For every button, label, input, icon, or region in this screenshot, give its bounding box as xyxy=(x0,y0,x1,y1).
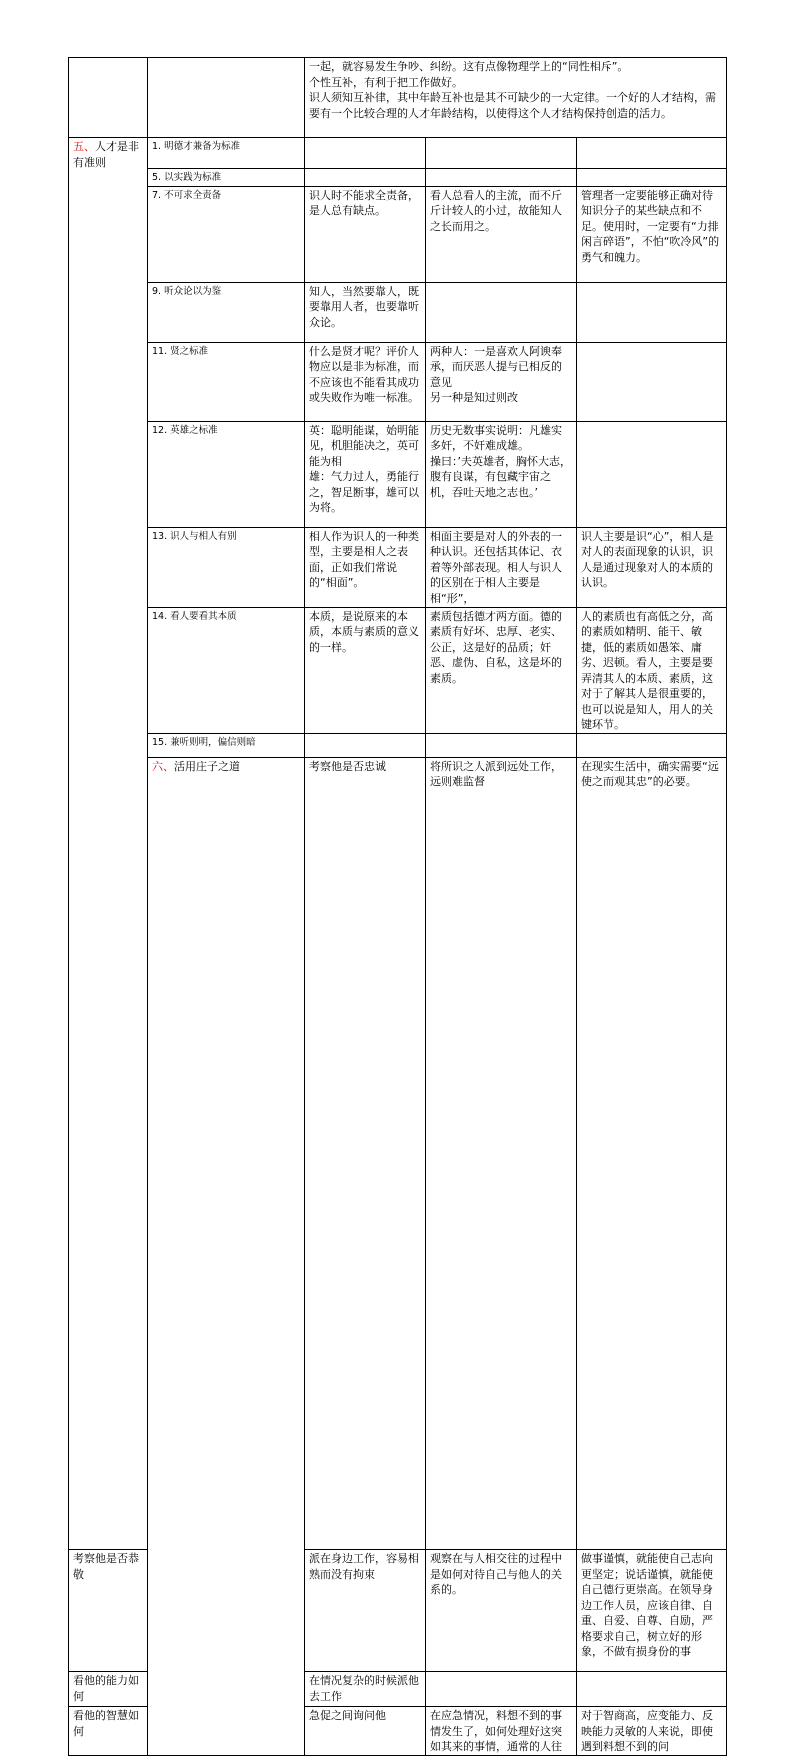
content-cell xyxy=(426,342,577,421)
content-cell xyxy=(577,169,727,187)
section-number: 五、 xyxy=(73,140,95,153)
content-line: 英：聪明能谋，始明能见，机胆能决之，英可能为相 xyxy=(309,423,419,468)
content-cell xyxy=(426,282,577,342)
content-cell: 在现实生活中，确实需要“远使之而观其忠”的必要。 xyxy=(577,757,727,1550)
content-cell xyxy=(577,138,727,169)
document-page xyxy=(68,57,726,1756)
content-cell xyxy=(577,421,727,527)
item-cell: 看他的智慧如何 xyxy=(69,1707,148,1756)
table-row xyxy=(69,527,727,607)
item-cell: 看他的能力如何 xyxy=(69,1672,148,1707)
item-cell xyxy=(148,58,305,138)
table-row xyxy=(69,607,727,733)
content-cell: 素质包括德才两方面。德的素质有好坏、忠厚、老实、公正，这是好的品质；奸恶、虚伪、自私，这是坏的素质。 xyxy=(426,607,577,733)
content-cell xyxy=(305,421,426,527)
content-line: 一起，就容易发生争吵、纠纷。这有点像物理学上的“同性相斥”。 xyxy=(309,60,629,73)
content-line: 操曰：’夫英雄者，胸怀大志，腹有良谋，有包藏宇宙之机，吞吐天地之志也。’ xyxy=(430,454,571,499)
item-cell: 13. 识人与相人有别 xyxy=(148,527,305,607)
content-cell: 什么是贤才呢？评价人物应以是非为标准，而不应该也不能看其成功或失败作为唯一标准。 xyxy=(305,342,426,421)
content-line: 雄：气力过人，勇能行之，智足断事，雄可以为将。 xyxy=(309,470,419,514)
content-cell: 在情况复杂的时候派他去工作 xyxy=(305,1672,426,1707)
item-cell: 7. 不可求全责备 xyxy=(148,186,305,282)
category-cell xyxy=(69,138,148,1550)
content-cell xyxy=(426,138,577,169)
content-cell: 知人，当然要靠人，既要靠用人者，也要靠听众论。 xyxy=(305,282,426,342)
content-line: 个性互补，有利于把工作做好。 xyxy=(309,75,463,89)
content-cell xyxy=(577,733,727,757)
content-cell: 将所识之人派到远处工作，远则难监督 xyxy=(426,757,577,1550)
table-row xyxy=(69,186,727,282)
content-cell xyxy=(305,138,426,169)
section-title: 活用庄子之道 xyxy=(174,759,240,773)
content-cell: 派在身边工作，容易相熟而没有拘束 xyxy=(305,1550,426,1672)
content-cell xyxy=(305,58,727,138)
item-cell: 15. 兼听则明，偏信则暗 xyxy=(148,733,305,757)
content-line: 另一种是知过则改 xyxy=(430,391,518,404)
table-row xyxy=(69,169,727,187)
item-cell: 11. 贤之标准 xyxy=(148,342,305,421)
item-cell: 5. 以实践为标准 xyxy=(148,169,305,187)
content-cell xyxy=(426,169,577,187)
table-row xyxy=(69,733,727,757)
content-cell: 识人主要是识“心”，相人是对人的表面现象的认识，识人是通过现象对人的本质的认识。 xyxy=(577,527,727,607)
content-cell xyxy=(426,733,577,757)
item-cell: 1. 明德才兼备为标准 xyxy=(148,138,305,169)
content-cell xyxy=(305,733,426,757)
item-cell: 考察他是否忠诚 xyxy=(305,757,426,1550)
content-cell: 相面主要是对人的外表的一种认识。还包括其体记、衣着等外部表现。相人与识人的区别在于相人主要是相“形”， xyxy=(426,527,577,607)
category-cell xyxy=(69,58,148,138)
section-title: 人才是非有准则 xyxy=(73,140,139,169)
content-cell: 在应急情况，料想不到的事情发生了，如何处理好这突如其来的事情，通常的人往 xyxy=(426,1707,577,1756)
item-cell: 12. 英雄之标准 xyxy=(148,421,305,527)
content-cell: 人的素质也有高低之分，高的素质如精明、能干、敏捷，低的素质如愚笨、庸劣、迟顿。看人，主要是要弄清其人的本质、素质，这对于了解其人是很重要的，也可以说是知人，用人的关键环节。 xyxy=(577,607,727,733)
content-cell: 本质，是说原来的本质，本质与素质的意义的一样。 xyxy=(305,607,426,733)
content-line: 识人须知互补律，其中年龄互补也是其不可缺少的一大定律。一个好的人才结构，需要有一个比较合理的人才年龄结构，以使得这个人才结构保持创造的活力。 xyxy=(309,91,716,120)
item-cell: 14. 看人要看其本质 xyxy=(148,607,305,733)
content-cell xyxy=(577,282,727,342)
section-number: 六、 xyxy=(152,759,174,773)
table-row xyxy=(69,282,727,342)
content-cell: 相人作为识人的一种类型，主要是相人之表面，正如我们常说的“相面”。 xyxy=(305,527,426,607)
content-cell: 对于智商高，应变能力、反映能力灵敏的人来说，即使遇到料想不到的问 xyxy=(577,1707,727,1756)
table-row xyxy=(69,757,727,1550)
content-cell: 看人总看人的主流，而不斤斤计较人的小过，故能知人之长而用之。 xyxy=(426,186,577,282)
table-row xyxy=(69,421,727,527)
content-line: 两种人：一是喜欢人阿谀奉承，而厌恶人提与已相反的意见 xyxy=(430,344,562,389)
table-row xyxy=(69,138,727,169)
item-cell: 9. 听众论以为鉴 xyxy=(148,282,305,342)
talent-table xyxy=(68,57,727,1756)
category-cell xyxy=(148,757,305,1755)
content-cell xyxy=(426,421,577,527)
table-row xyxy=(69,58,727,138)
item-cell: 考察他是否恭敬 xyxy=(69,1550,148,1672)
content-cell xyxy=(577,342,727,421)
content-cell: 急促之间询问他 xyxy=(305,1707,426,1756)
content-cell xyxy=(577,1672,727,1707)
content-cell: 观察在与人相交往的过程中是如何对待自己与他人的关系的。 xyxy=(426,1550,577,1672)
content-line: 历史无数事实说明：凡雄实多奸，不奸难成雄。 xyxy=(430,423,562,452)
table-row xyxy=(69,342,727,421)
content-cell: 识人时不能求全责备，是人总有缺点。 xyxy=(305,186,426,282)
content-cell: 管理者一定要能够正确对待知识分子的某些缺点和不足。使用时，一定要有“力排闲言碎语”，不怕“吹冷风”的勇气和魄力。 xyxy=(577,186,727,282)
content-cell xyxy=(426,1672,577,1707)
content-cell: 做事谨慎，就能使自己志向更坚定；说话谨慎，就能使自己德行更崇高。在领导身边工作人员，应该自律、自重、自爱、自尊、自励，严格要求自己，树立好的形象，不做有损身份的事 xyxy=(577,1550,727,1672)
content-cell xyxy=(305,169,426,187)
